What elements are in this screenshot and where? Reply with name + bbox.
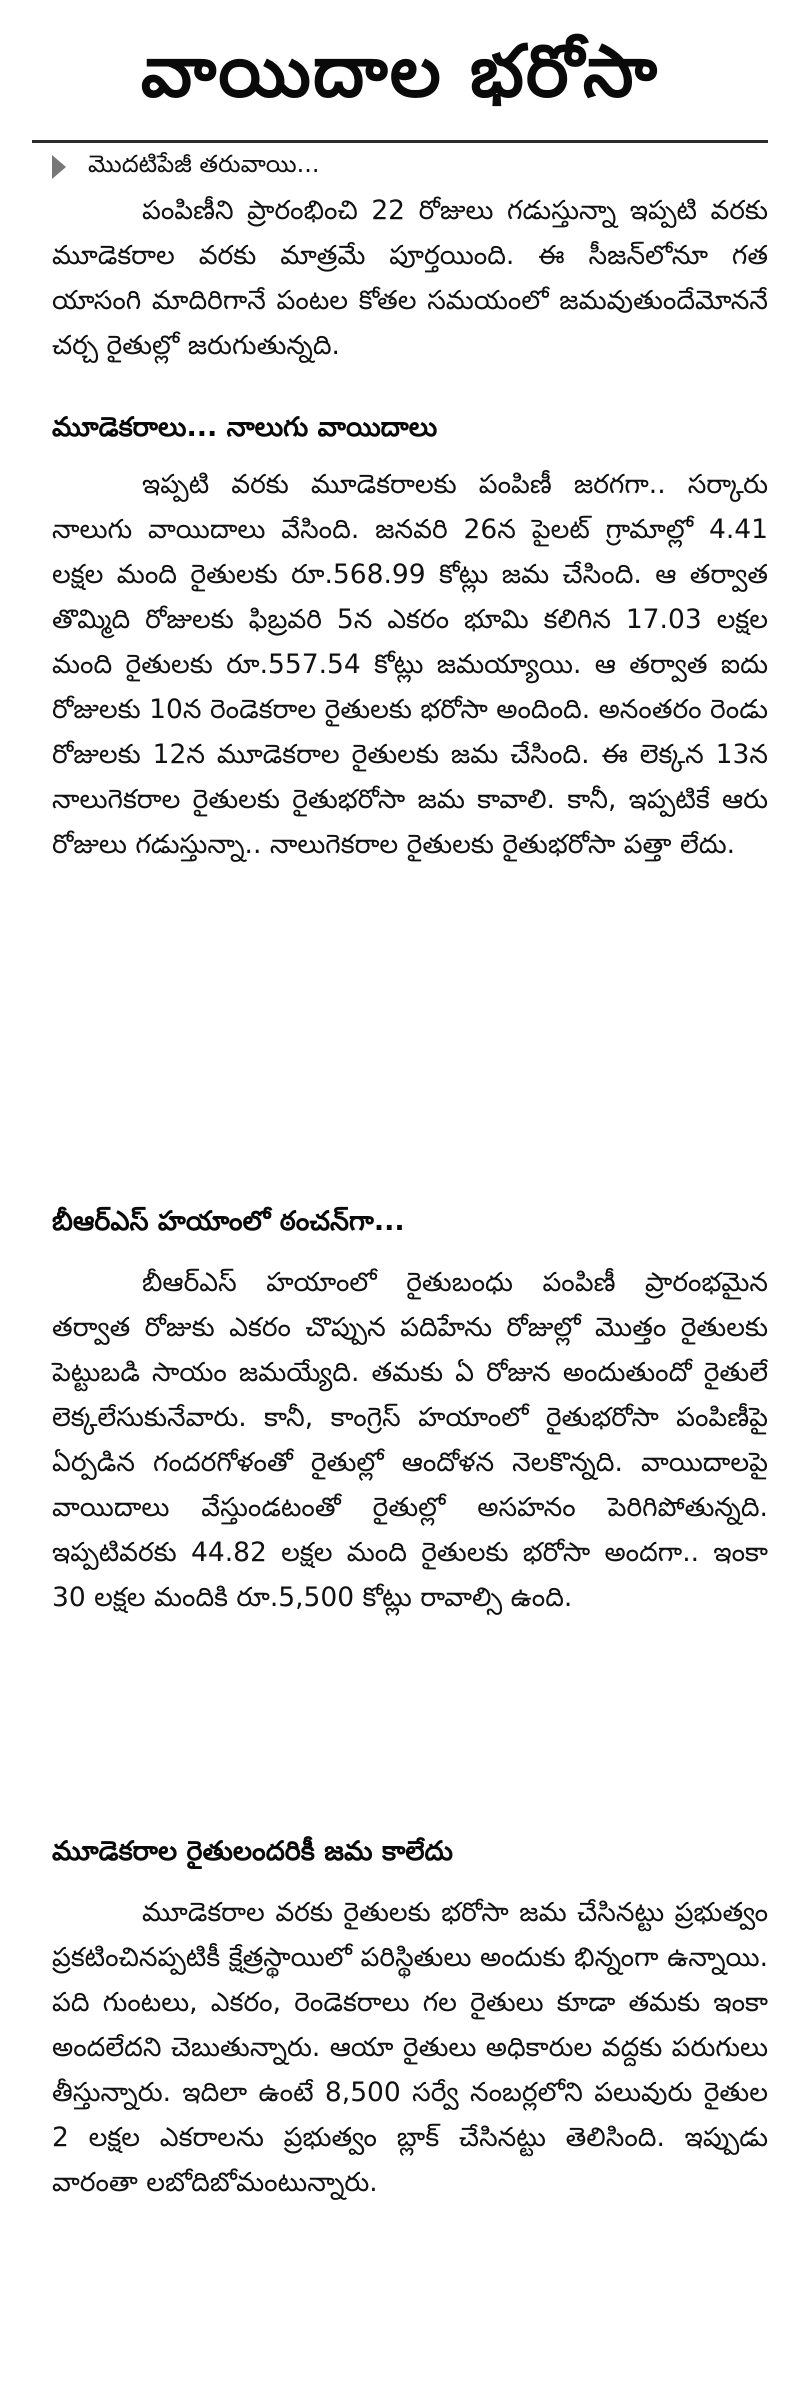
paragraph-brs-era: బీఆర్ఎస్ హయాంలో రైతుబంధు పంపిణీ ప్రారంభమైన తర్వాత రోజుకు ఎకరం చొప్పున పదిహేను రోజుల్లో మొత్తం రైతులకు పెట్టుబడి సాయం జమయ్యేది. తమకు ఏ రోజున అందుతుందో రైతులే లెక్కలేసుకునేవారు. కానీ, కాంగ్రెస్ హయాంలో రైతుభరోసా పంపిణీపై ఏర్పడిన గందరగోళంతో రైతుల్లో ఆందోళన నెలకొన్నది. వాయిదాలపై వాయిదాలు వేస్తుండటంతో రైతుల్లో అసహనం పెరిగిపోతున్నది. ఇప్పటివరకు 44.82 లక్షల మంది రైతులకు భరోసా అందగా.. ఇంకా 30 లక్షల మందికి రూ.5,500 కోట్లు రావాల్సి ఉంది. — [52, 1267, 768, 1613]
headline: వాయిదాల భరోసా — [140, 29, 660, 113]
article-section-three-acres — [52, 1890, 768, 2205]
continued-label: మొదటిపేజీ తరువాయి... — [88, 150, 320, 178]
article-section-installments — [52, 462, 768, 867]
article-section-intro — [52, 188, 768, 368]
headline-divider — [32, 140, 768, 143]
continued-from-front-page — [52, 150, 320, 184]
paragraph-three-acres: మూడెకరాల వరకు రైతులకు భరోసా జమ చేసినట్టు ప్రభుత్వం ప్రకటించినప్పటికీ క్షేత్రస్థాయిలో పరిస్థితులు అందుకు భిన్నంగా ఉన్నాయి. పది గుంటలు, ఎకరం, రెండెకరాలు గల రైతులు కూడా తమకు ఇంకా అందలేదని చెబుతున్నారు. ఆయా రైతులు అధికారుల వద్దకు పరుగులు తీస్తున్నారు. ఇదిలా ఉంటే 8,500 సర్వే నంబర్లలోని పలువురు రైతుల 2 లక్షల ఎకరాలను ప్రభుత్వం బ్లాక్ చేసినట్టు తెలిసింది. ఇప్పుడు వారంతా లబోదిబోమంటున్నారు. — [52, 1897, 768, 2198]
paragraph-installments: ఇప్పటి వరకు మూడెకరాలకు పంపిణీ జరగగా.. సర్కారు నాలుగు వాయిదాలు వేసింది. జనవరి 26న పైలట్ గ్రామాల్లో 4.41 లక్షల మంది రైతులకు రూ.568.99 కోట్లు జమ చేసింది. ఆ తర్వాత తొమ్మిది రోజులకు ఫిబ్రవరి 5న ఎకరం భూమి కలిగిన 17.03 లక్షల మంది రైతులకు రూ.557.54 కోట్లు జమయ్యాయి. ఆ తర్వాత ఐదు రోజులకు 10న రెండెకరాల రైతులకు భరోసా అందింది. అనంతరం రెండు రోజులకు 12న మూడెకరాల రైతులకు జమ చేసింది. ఈ లెక్కన 13న నాలుగెకరాల రైతులకు రైతుభరోసా జమ కావాలి. కానీ, ఇప్పటికే ఆరు రోజులు గడుస్తున్నా.. నాలుగెకరాల రైతులకు రైతుభరోసా పత్తా లేదు. — [52, 469, 768, 860]
paragraph-intro: పంపిణీని ప్రారంభించి 22 రోజులు గడుస్తున్నా ఇప్పటి వరకు మూడెకరాల వరకు మాత్రమే పూర్తయింది. ఈ సీజన్‌లోనూ గత యాసంగి మాదిరిగానే పంటల కోతల సమయంలో జమవుతుందేమోననే చర్చ రైతుల్లో జరుగుతున్నది. — [52, 195, 768, 361]
subheading-brs-era: బీఆర్ఎస్ హయాంలో ఠంచన్‌గా... — [52, 1206, 405, 1237]
subheading-four-installments: మూడెకరాలు... నాలుగు వాయిదాలు — [52, 412, 438, 443]
article-section-brs-era — [52, 1260, 768, 1620]
subheading-three-acres-not-credited: మూడెకరాల రైతులందరికీ జమ కాలేదు — [52, 1836, 453, 1867]
chevron-right-icon — [52, 155, 66, 179]
